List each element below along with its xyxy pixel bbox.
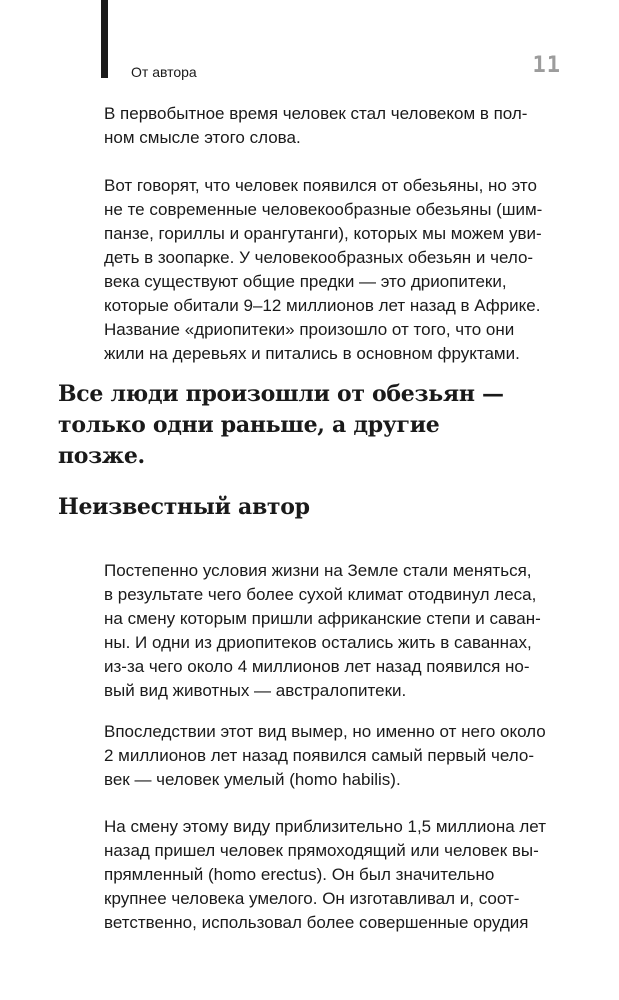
text-line: панзе, гориллы и орангутанги), которых мы можем уви- bbox=[104, 224, 542, 243]
text-line: века существуют общие предки — это дриопитеки, bbox=[104, 272, 507, 291]
text-line: не те современные человекообразные обезьяны (шим- bbox=[104, 200, 543, 219]
text-line: В первобытное время человек стал человеком в пол- bbox=[104, 104, 528, 123]
text-line: прямленный (homo erectus). Он был значительно bbox=[104, 865, 495, 884]
text-line: вый вид животных — австралопитеки. bbox=[104, 681, 407, 700]
paragraph-1 bbox=[104, 102, 527, 150]
epigraph-author: Неизвестный автор bbox=[58, 494, 310, 520]
text-line: век — человек умелый (homo habilis). bbox=[104, 770, 401, 789]
quote-line: позже. bbox=[58, 443, 145, 469]
text-line: в результате чего более сухой климат отодвинул леса, bbox=[104, 585, 537, 604]
text-line: жили на деревьях и питались в основном фруктами. bbox=[104, 344, 520, 363]
quote-line: Все люди произошли от обезьян — bbox=[58, 381, 504, 407]
text-line: деть в зоопарке. У человекообразных обезьян и чело- bbox=[104, 248, 534, 267]
text-line: на смену которым пришли африканские степи и саван- bbox=[104, 609, 541, 628]
text-line: назад пришел человек прямоходящий или человек вы- bbox=[104, 841, 539, 860]
text-line: Вот говорят, что человек появился от обезьяны, но это bbox=[104, 176, 537, 195]
quote-line: только одни раньше, а другие bbox=[58, 412, 440, 438]
text-line: ветственно, использовал более совершенные орудия bbox=[104, 913, 529, 932]
text-line: крупнее человека умелого. Он изготавливал и, соот- bbox=[104, 889, 520, 908]
epigraph-quote bbox=[58, 379, 504, 472]
text-line: На смену этому виду приблизительно 1,5 миллиона лет bbox=[104, 817, 546, 836]
text-line: Впоследствии этот вид вымер, но именно от него около bbox=[104, 722, 546, 741]
running-title: От автора bbox=[131, 64, 197, 80]
paragraph-4 bbox=[104, 720, 546, 792]
text-line: которые обитали 9–12 миллионов лет назад в Африке. bbox=[104, 296, 541, 315]
text-line: Постепенно условия жизни на Земле стали меняться, bbox=[104, 561, 532, 580]
text-line: ном смысле этого слова. bbox=[104, 128, 301, 147]
page-side-bar bbox=[101, 0, 108, 78]
paragraph-5 bbox=[104, 815, 546, 935]
page-number: 11 bbox=[532, 53, 561, 78]
text-line: ны. И одни из дриопитеков остались жить в саваннах, bbox=[104, 633, 532, 652]
text-line: 2 миллионов лет назад появился самый первый чело- bbox=[104, 746, 534, 765]
paragraph-3 bbox=[104, 559, 541, 703]
text-line: из-за чего около 4 миллионов лет назад появился но- bbox=[104, 657, 530, 676]
paragraph-2 bbox=[104, 174, 542, 366]
text-line: Название «дриопитеки» произошло от того, что они bbox=[104, 320, 515, 339]
